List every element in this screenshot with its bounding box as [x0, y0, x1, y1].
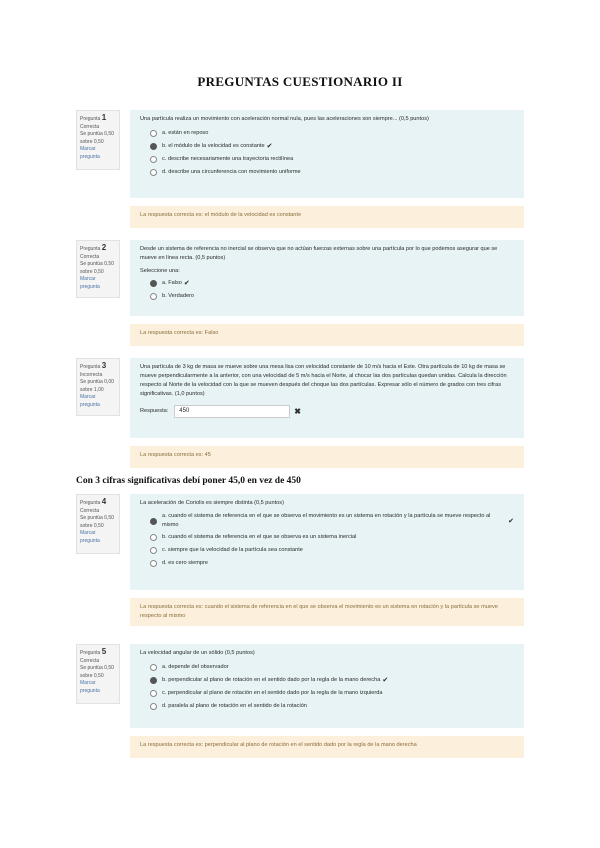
question-box-4 [130, 494, 524, 590]
option-label: c. describe necesariamente una trayectoria rectilínea [162, 156, 294, 162]
question-number: 5 [101, 647, 107, 656]
option-label: a. depende del observador [162, 664, 229, 670]
question-status: Correcta [80, 253, 100, 260]
radio-button[interactable] [150, 703, 157, 710]
question-status: Correcta [80, 657, 100, 664]
feedback-2: La respuesta correcta es: Falso [130, 324, 524, 346]
question-score: Se puntúa 0,50 sobre 0,50 [80, 261, 114, 275]
option-b[interactable] [150, 532, 514, 543]
option-label: b. perpendicular al plano de rotación en el sentido dado por la regla de la mano derecha [162, 677, 381, 683]
question-label: Pregunta [80, 364, 101, 370]
option-c[interactable] [150, 545, 514, 556]
feedback-1: La respuesta correcta es: el módulo de la velocidad es constante [130, 206, 524, 228]
radio-button[interactable] [150, 664, 157, 671]
check-icon: ✔ [382, 677, 389, 684]
question-info-4 [76, 494, 120, 554]
question-score: Se puntúa 0,50 sobre 0,50 [80, 515, 114, 529]
question-number: 2 [101, 243, 107, 252]
option-label: c. siempre que la velocidad de la partícula sea constante [162, 547, 303, 553]
option-a[interactable] [150, 512, 514, 530]
check-icon: ✔ [508, 517, 514, 525]
option-label: b. Verdadero [162, 293, 195, 299]
option-c[interactable] [150, 688, 514, 699]
question-info-1 [76, 110, 120, 170]
question-info-3 [76, 358, 120, 416]
question-number: 4 [101, 497, 107, 506]
question-text: Una partícula de 3 kg de masa se mueve sobre una mesa lisa con velocidad constante de 10 m/s hacia el Este. Otra partícula de 10 kg de masa se mueve perpendicularmente a la anterior, con una velocidad de 5 m/s hacia el Norte, al chocar las dos partículas quedan unidas. Calcula la dirección respecto al Norte de la velocidad con la que se mueven después del choque las dos partículas. Expresar sólo el número de grados con tres cifras significativas. (1,0 puntos) [140, 364, 507, 397]
question-number: 1 [101, 113, 107, 122]
question-label: Pregunta [80, 650, 101, 656]
answer-input[interactable]: 450 [174, 405, 290, 418]
flag-question-link[interactable]: Marcar pregunta [80, 394, 100, 408]
option-label: a. están en reposo [162, 130, 209, 136]
handwritten-note: Con 3 cifras significativas debí poner 45,0 en vez de 450 [76, 476, 301, 486]
option-label: d. describe una circunferencia con movimiento uniforme [162, 169, 301, 175]
radio-button[interactable] [150, 690, 157, 697]
select-label: Seleccione una: [140, 268, 180, 274]
question-score: Se puntúa 0,50 sobre 0,50 [80, 665, 114, 679]
question-status: Correcta [80, 123, 100, 130]
question-score: Se puntúa 0,50 sobre 0,50 [80, 131, 114, 145]
option-label: d. es cero siempre [162, 560, 209, 566]
option-a[interactable] [150, 278, 514, 289]
page-title: PREGUNTAS CUESTIONARIO II [197, 74, 403, 89]
radio-button[interactable] [150, 280, 157, 287]
radio-button[interactable] [150, 677, 157, 684]
option-label: d. paralela al plano de rotación en el sentido de la rotación [162, 703, 307, 709]
feedback-3: La respuesta correcta es: 45 [130, 446, 524, 468]
flag-question-link[interactable]: Marcar pregunta [80, 680, 100, 694]
question-number: 3 [101, 361, 107, 370]
option-a[interactable] [150, 128, 514, 139]
question-score: Se puntúa 0,00 sobre 1,00 [80, 379, 114, 393]
check-icon: ✔ [266, 143, 273, 150]
question-text: Desde un sistema de referencia no inercial se observa que no actúan fuerzas externas sobre una partícula por lo que podemos asegurar que se mueve en línea recta. (0,5 puntos) [140, 246, 498, 261]
option-b[interactable] [150, 675, 514, 686]
radio-button[interactable] [150, 293, 157, 300]
option-label: b. el módulo de la velocidad es constante [162, 143, 265, 149]
option-label: c. perpendicular al plano de rotación en el sentido dado por la regla de la mano izquierda [162, 690, 383, 696]
question-text: La aceleración de Coriolis es siempre distinta (0,5 puntos) [140, 500, 284, 506]
radio-button[interactable] [150, 169, 157, 176]
question-info-5 [76, 644, 120, 704]
feedback-5: La respuesta correcta es: perpendicular al plano de rotación en el sentido dado por la regla de la mano derecha [130, 736, 524, 758]
option-label: a. cuando el sistema de referencia en el que se observa el movimiento es un sistema en rotación y la partícula se mueve respecto al mismo [162, 513, 491, 528]
flag-question-link[interactable]: Marcar pregunta [80, 530, 100, 544]
option-label: a. Falso [162, 280, 182, 286]
option-label: b. cuando el sistema de referencia en el que se observa es un sistema inercial [162, 534, 357, 540]
option-a[interactable] [150, 662, 514, 673]
radio-button[interactable] [150, 518, 157, 525]
question-status: Incorrecta [80, 371, 103, 378]
radio-button[interactable] [150, 560, 157, 567]
incorrect-icon: ✖ [294, 407, 301, 416]
question-text: Una partícula realiza un movimiento con aceleración normal nula, pues las aceleraciones son siempre... (0,5 puntos) [140, 116, 429, 122]
option-c[interactable] [150, 154, 514, 165]
question-text: La velocidad angular de un sólido (0,5 puntos) [140, 650, 255, 656]
check-icon: ✔ [183, 280, 190, 287]
radio-button[interactable] [150, 547, 157, 554]
question-label: Pregunta [80, 246, 101, 252]
question-box-3 [130, 358, 524, 438]
flag-question-link[interactable]: Marcar pregunta [80, 146, 100, 160]
question-label: Pregunta [80, 500, 101, 506]
question-box-5 [130, 644, 524, 728]
option-b[interactable] [150, 291, 514, 302]
radio-button[interactable] [150, 534, 157, 541]
question-box-1 [130, 110, 524, 198]
option-d[interactable] [150, 167, 514, 178]
feedback-4: La respuesta correcta es: cuando el sistema de referencia en el que se observa el movimiento es un sistema en rotación y la partícula se mueve respecto al mismo [130, 598, 524, 626]
answer-label: Respuesta: [140, 408, 169, 414]
radio-button[interactable] [150, 143, 157, 150]
radio-button[interactable] [150, 130, 157, 137]
question-info-2 [76, 240, 120, 298]
option-d[interactable] [150, 558, 514, 569]
question-label: Pregunta [80, 116, 101, 122]
radio-button[interactable] [150, 156, 157, 163]
question-box-2 [130, 240, 524, 316]
option-d[interactable] [150, 701, 514, 712]
option-b[interactable] [150, 141, 514, 152]
flag-question-link[interactable]: Marcar pregunta [80, 276, 100, 290]
question-status: Correcta [80, 507, 100, 514]
